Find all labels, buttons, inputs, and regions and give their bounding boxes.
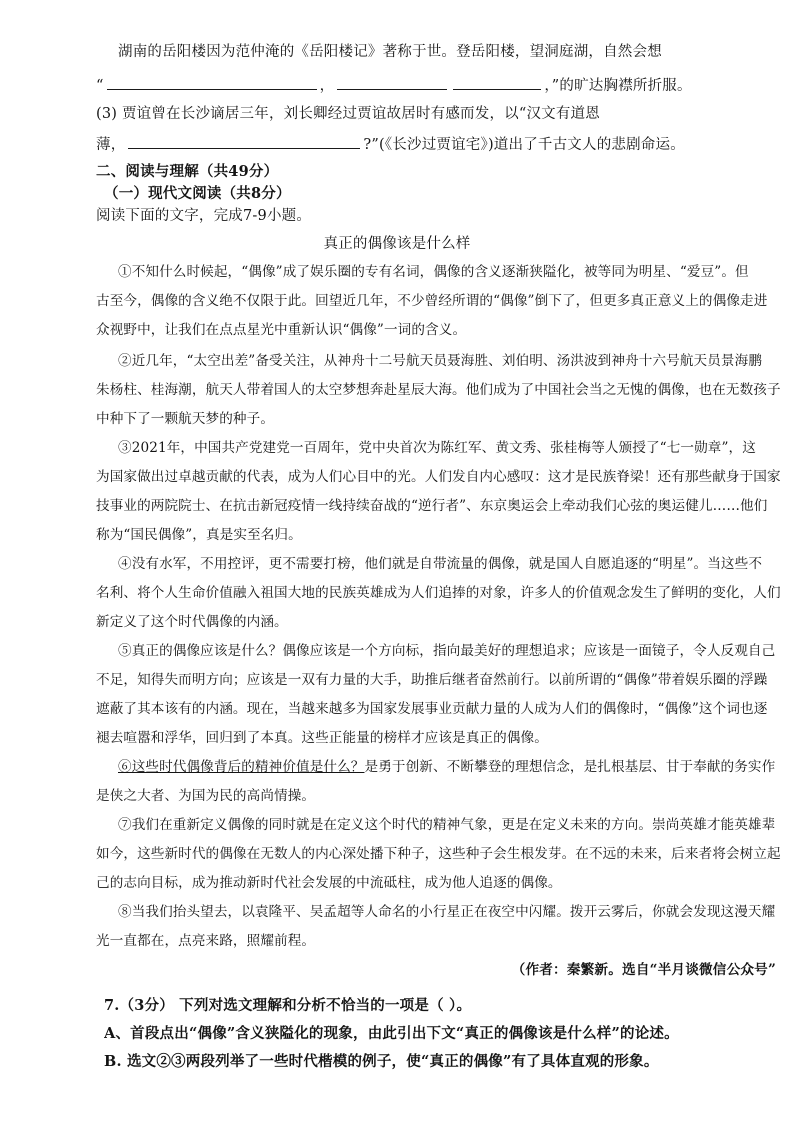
article-line: ④没有水军，不用控评，更不需要打榜，他们就是自带流量的偶像，就是国人自愿追逐的“明星”。当这些不	[118, 556, 763, 572]
instruction: 阅读下面的文字，完成7-9小题。	[96, 208, 312, 224]
article-line: 技事业的两院院士、在抗击新冠疫情一线持续奋战的“逆行者”、东京奥运会上牵动我们心弦的奥运健儿……他们	[96, 498, 768, 514]
question-7-option-b[interactable]: B. 选文②③两段列举了一些时代楷模的例子，使“真正的偶像”有了具体直观的形象。	[104, 1053, 659, 1070]
article-line: 如今，这些新时代的偶像在无数人的内心深处播下种子，这些种子会生根发芽。在不远的未来，后来者将会树立起	[96, 846, 781, 862]
article-line: 中种下了一颗航天梦的种子。	[96, 411, 275, 427]
article-line: 名利、将个人生命价值融入祖国大地的民族英雄成为人们追捧的对象，许多人的价值观念发生了鲜明的变化，人们	[96, 585, 781, 601]
article-line: 遮蔽了其本该有的内涵。现在，当越来越多为国家发展事业贡献力量的人成为人们的偶像时，“偶像”这个词也逐	[96, 701, 768, 717]
article-line: 光一直都在，点亮来路，照耀前程。	[96, 933, 316, 949]
sub-heading: （一）现代文阅读（共8分）	[104, 185, 291, 202]
article-line: ⑤真正的偶像应该是什么？偶像应该是一个方向标，指向最美好的理想追求；应该是一面镜子，令人反观自己	[118, 643, 776, 659]
article-line: ⑧当我们抬头望去，以袁隆平、吴孟超等人命名的小行星正在夜空中闪耀。拨开云雾后，你就会发现这漫天耀	[118, 904, 776, 920]
answer-blank-2[interactable]	[337, 74, 447, 90]
answer-blank-3[interactable]	[453, 74, 541, 90]
article-line-6: ⑥这些时代偶像背后的精神价值是什么？是勇于创新、不断攀登的理想信念，是扎根基层、甘于奉献的务实作	[118, 759, 776, 775]
question-3-line-1: (3) 贾谊曾在长沙谪居三年，刘长卿经过贾谊故居时有感而发，以“汉文有道恩	[96, 106, 600, 122]
article-title: 真正的偶像该是什么样	[323, 236, 471, 252]
article-line: ③2021年，中国共产党建党一百周年，党中央首次为陈红军、黄文秀、张桂梅等人颁授了“七一勋章”，这	[118, 440, 756, 456]
answer-blank-4[interactable]	[128, 133, 360, 149]
article-line: 为国家做出过卓越贡献的代表，成为人们心目中的光。人们发自内心感叹：这才是民族脊梁！还有那些献身于国家	[96, 469, 781, 485]
question-7-stem: 7.（3分） 下列对选文理解和分析不恰当的一项是（ ）。	[104, 997, 472, 1014]
article-line: 己的志向目标，成为推动新时代社会发展的中流砥柱，成为他人追逐的偶像。	[96, 875, 562, 891]
article-line: 朱杨柱、桂海潮，航天人带着国人的太空梦想奔赴星辰大海。他们成为了中国社会当之无愧的偶像，也在无数孩子	[96, 382, 781, 398]
article-line: 新定义了这个时代偶像的内涵。	[96, 614, 288, 630]
article-line: 古至今，偶像的含义绝不仅限于此。回望近几年，不少曾经所谓的“偶像”倒下了，但更多真正意义上的偶像走进	[96, 293, 768, 309]
article-line: 褪去喧嚣和浮华，回归到了本真。这些正能量的榜样才应该是真正的偶像。	[96, 730, 548, 746]
section-heading: 二、阅读与理解（共49分）	[96, 163, 279, 180]
question-3-line-2: 薄， ?”(《长沙过贾谊宅》)道出了千古文人的悲剧命运。	[96, 133, 685, 155]
underlined-sentence: ⑥这些时代偶像背后的精神价值是什么？	[118, 759, 365, 775]
article-line: 称为“国民偶像”，真是实至名归。	[96, 527, 302, 543]
article-credit: （作者：秦繁新。选自“半月谈微信公众号”	[511, 962, 776, 978]
article-line: ②近几年，“太空出差”备受关注，从神舟十二号航天员聂海胜、刘伯明、汤洪波到神舟十六号航天员景海鹏	[118, 353, 763, 369]
fill-in-line-1: 湖南的岳阳楼因为范仲淹的《岳阳楼记》著称于世。登岳阳楼，望洞庭湖，自然会想	[118, 44, 662, 60]
answer-blank-1[interactable]	[107, 74, 317, 90]
article-line: 是侠之大者、为国为民的高尚情操。	[96, 788, 316, 804]
question-7-option-a[interactable]: A、首段点出“偶像”含义狭隘化的现象，由此引出下文“真正的偶像该是什么样”的论述。	[104, 1025, 679, 1042]
article-line: ①不知什么时候起，“偶像”成了娱乐圈的专有名词，偶像的含义逐渐狭隘化，被等同为明星、“爱豆”。但	[118, 264, 749, 280]
article-line: ⑦我们在重新定义偶像的同时就是在定义这个时代的精神气象，更是在定义未来的方向。崇尚英雄才能英雄辈	[118, 817, 776, 833]
article-line: 不足，知得失而明方向；应该是一双有力量的大手，助推后继者奋然前行。以前所谓的“偶像”带着娱乐圈的浮躁	[96, 672, 768, 688]
fill-in-line-2: “ ， ，”的旷达胸襟所折服。	[96, 74, 692, 96]
article-line: 众视野中，让我们在点点星光中重新认识“偶像”一词的含义。	[96, 322, 467, 338]
